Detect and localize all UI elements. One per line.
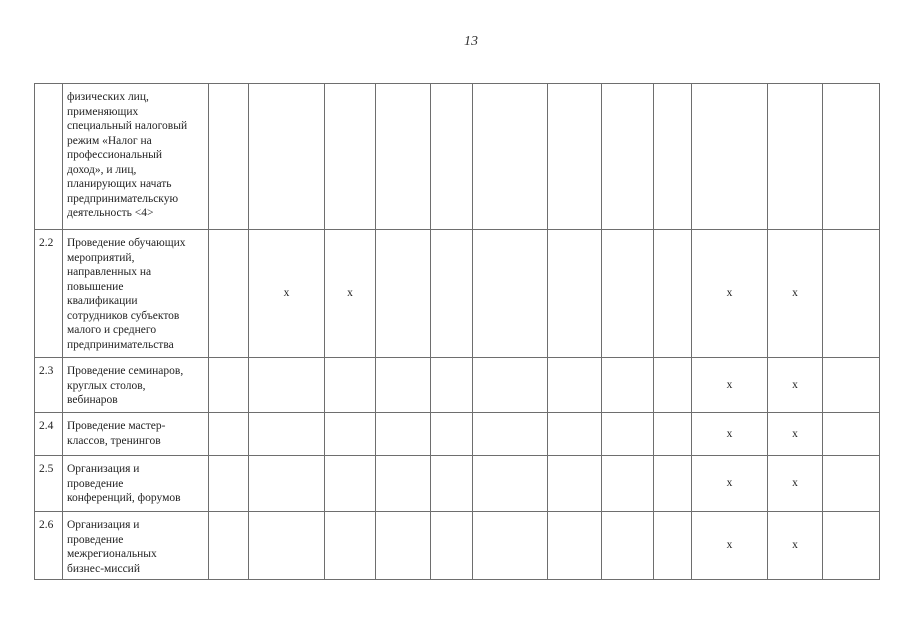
- table-cell: [602, 358, 654, 413]
- table-cell: [602, 512, 654, 580]
- table-cell: [376, 358, 431, 413]
- table-cell: х: [768, 456, 823, 512]
- table-cell: [823, 230, 880, 358]
- table-cell: [602, 230, 654, 358]
- table-cell: [548, 413, 602, 456]
- table-cell: х: [692, 358, 768, 413]
- table-cell: [473, 413, 548, 456]
- table-cell: [431, 512, 473, 580]
- table-cell: [209, 230, 249, 358]
- table-cell: [823, 413, 880, 456]
- table-cell: [431, 413, 473, 456]
- table-cell: [654, 358, 692, 413]
- table-cell: [823, 512, 880, 580]
- row-number: 2.5: [35, 456, 63, 512]
- table-cell: [376, 456, 431, 512]
- table-cell: [325, 512, 376, 580]
- table-cell: [473, 230, 548, 358]
- table-cell: [473, 84, 548, 230]
- row-description: Организация и проведение конференций, форумов: [63, 456, 209, 512]
- table-cell: [548, 456, 602, 512]
- table-cell: [768, 84, 823, 230]
- table-cell: [376, 84, 431, 230]
- table-cell: [209, 84, 249, 230]
- table-cell: [325, 456, 376, 512]
- table-cell: [209, 456, 249, 512]
- row-number: 2.6: [35, 512, 63, 580]
- table-row: [35, 512, 880, 580]
- table-cell: [249, 413, 325, 456]
- table-cell: [431, 358, 473, 413]
- row-number: 2.4: [35, 413, 63, 456]
- table-cell: [654, 84, 692, 230]
- row-number: 2.3: [35, 358, 63, 413]
- table-cell: [473, 456, 548, 512]
- table-cell: [249, 456, 325, 512]
- table-cell: [431, 84, 473, 230]
- table-cell: х: [768, 358, 823, 413]
- page-number: 13: [464, 34, 478, 49]
- table-cell: х: [692, 512, 768, 580]
- table-cell: [209, 413, 249, 456]
- table-cell: [473, 358, 548, 413]
- table-cell: [548, 84, 602, 230]
- table-cell: х: [768, 230, 823, 358]
- table-cell: х: [249, 230, 325, 358]
- table-cell: [654, 456, 692, 512]
- table-row: [35, 358, 880, 413]
- measures-table: [34, 83, 880, 580]
- table-body: [35, 84, 880, 580]
- table-cell: [325, 413, 376, 456]
- table-cell: х: [692, 230, 768, 358]
- table-cell: х: [768, 512, 823, 580]
- table-cell: х: [325, 230, 376, 358]
- row-description: Проведение обучающих мероприятий, направленных на повышение квалификации сотрудников субъектов малого и среднего предпринимательства: [63, 230, 209, 358]
- table-cell: [823, 358, 880, 413]
- row-number: [35, 84, 63, 230]
- table-cell: [376, 512, 431, 580]
- table-cell: [249, 512, 325, 580]
- table-cell: [209, 358, 249, 413]
- table-cell: [602, 456, 654, 512]
- table-cell: [376, 413, 431, 456]
- table-cell: [823, 456, 880, 512]
- table-cell: [548, 512, 602, 580]
- table-cell: [431, 456, 473, 512]
- table-cell: [473, 512, 548, 580]
- table-cell: х: [692, 456, 768, 512]
- table-cell: [209, 512, 249, 580]
- table-cell: [823, 84, 880, 230]
- table-row: [35, 413, 880, 456]
- table-cell: [654, 512, 692, 580]
- table-cell: х: [768, 413, 823, 456]
- row-description: физических лиц, применяющих специальный налоговый режим «Налог на профессиональный доход», и лиц, планирующих начать предпринимательскую деятельность <4>: [63, 84, 209, 230]
- row-description: Проведение семинаров, круглых столов, вебинаров: [63, 358, 209, 413]
- row-number: 2.2: [35, 230, 63, 358]
- table-cell: [654, 413, 692, 456]
- table-cell: [692, 84, 768, 230]
- table-cell: [325, 358, 376, 413]
- table-cell: [325, 84, 376, 230]
- table-cell: [548, 358, 602, 413]
- table-cell: [431, 230, 473, 358]
- table-row: [35, 230, 880, 358]
- table-cell: [249, 358, 325, 413]
- table-cell: [548, 230, 602, 358]
- table-row: [35, 456, 880, 512]
- table-cell: х: [692, 413, 768, 456]
- table-cell: [602, 84, 654, 230]
- table-row: [35, 84, 880, 230]
- table-cell: [376, 230, 431, 358]
- row-description: Организация и проведение межрегиональных бизнес-миссий: [63, 512, 209, 580]
- table-cell: [249, 84, 325, 230]
- row-description: Проведение мастер- классов, тренингов: [63, 413, 209, 456]
- table-cell: [602, 413, 654, 456]
- table-cell: [654, 230, 692, 358]
